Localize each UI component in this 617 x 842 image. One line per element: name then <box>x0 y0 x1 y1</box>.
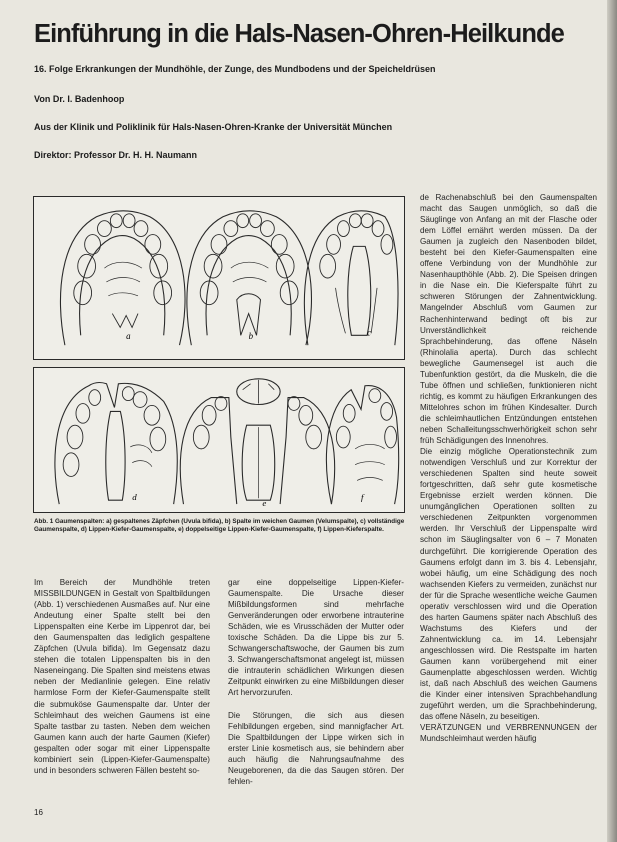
paragraph: Die Störungen, die sich aus diesen Fehlbildungen ergeben, sind mannigfacher Art. Die Spaltbildungen der Lippe wirken sich in erster Linie kosmetisch aus, sie behindern aber auch häufig die Nahrungsaufnahme des Neugeborenen, da die das Saugen stören. Der fehlen- <box>228 710 404 786</box>
clinic-line: Aus der Klinik und Poliklinik für Hals-Nasen-Ohren-Kranke der Universität München <box>34 122 393 132</box>
series-subtitle: 16. Folge Erkrankungen der Mundhöhle, der Zunge, des Mundbodens und der Speicheldrüsen <box>34 64 436 74</box>
palate-illustrations-def <box>34 368 404 512</box>
paragraph: Im Bereich der Mundhöhle treten MISSBILDUNGEN in Gestalt von Spaltbildungen (Abb. 1) verschiedenen Ausmaßes auf. Nur eine Andeutung einer Spalte stellt bei den Lippenspalten eine Kerbe im Lippenrot dar, bei den Gaumenspalten das lediglich gespaltene Zäpfchen (Uvula bifida). Im Gegensatz dazu stehen die totalen Lippenspalten bis in den Naseneingang. Die Spalten sind meistens etwas neben der Medianlinie gelegen. Eine relativ harmlose Form der Kiefer-Gaumenspalte stellt die submuköse Gaumenspalte dar. Unter der Schleimhaut des weichen Gaumens ist eine Spalte tastbar zu tasten. Neben dem weichen Gaumen kann auch der harte Gaumen (Kiefer) gespalten oder sogar mit einer Lippenspalte kombiniert sein (Lippen-Kiefer-Gaumenspalte) und in besonders schweren Fällen besteht so- <box>34 578 210 775</box>
page-title: Einführung in die Hals-Nasen-Ohren-Heilkunde <box>34 20 564 48</box>
paragraph: Die einzig mögliche Operationstechnik zum notwendigen Verschluß und zur Korrektur der verschiedenen Spalten sind heute soweit fortgeschritten, daß sehr gute kosmetische Ergebnisse erzielt werden können. Die unumgänglichen Operationen sollten zu verschiedenen Zeitpunkten vorgenommen werden. Ihr Verschluß der Lippenspalte wird schon im Säuglingsalter von 6 – 7 Monaten durchgeführt. Die korrigierende Operation des Gaumens erfolgt dann im 3. bis 4. Lebensjahr, wobei häufig, um eine Schädigung des noch wachsenden Kiefers zu vermeiden, zunächst nur der für die Sprache wesentliche weiche Gaumen operativ verschlossen wird und die Operation des harten Gaumens später nach Abschluß des Wachstums des Kiefers und der Zahnentwicklung ca. im 14. Lebensjahr angeschlossen wird. Die Restspalte im harten Gaumen kann vorübergehend mit einer Gaumenplatte abgeschlossen werden. Wichtig ist, daß nach Abschluß des weichen Gaumens die Kinder einer intensiven Sprachbehandlung zugeführt werden, um die Sprachbehinderung, das offene Näseln, zu beseitigen. <box>420 447 597 722</box>
panel-label-a: a <box>126 331 131 342</box>
paragraph: de Rachenabschluß bei den Gaumenspalten macht das Saugen unmöglich, so daß die Säuglinge von Anfang an mit der Flasche oder dem Löffel ernährt werden müssen. Da der Gaumen ja zugleich den Nasenboden bildet, besteht bei den Kiefer-Gaumenspalten eine offene Verbindung von der Mundhöhle zur Nasenhaupthöhle (Abb. 2). Die Speisen dringen in die Nase ein. Die Kieferspalte führt zu schweren Störungen der Zahnentwicklung. Mangelnder Abschluß vom Gaumen zur Rachenhinterwand bedingt oft bis zur Unverständlichkeit reichende Sprachbehinderung, das offene Näseln (Rhinolalia aperta). Durch das schlecht bewegliche Gaumensegel ist auch die Tubenfunktion gestört, da die Muskeln, die die Tube öffnen und schließen, funktionieren nicht richtig, es kommt zu häufigen Erkrankungen des Mittelohres schon im frühen Kindesalter. Durch die schleimhautlichen Entzündungen entstehen neben Schalleitungsschwerhörigkeit schon sehr früh Schädigungen des Innenohres. <box>420 193 597 446</box>
palate-drawing-e <box>180 379 334 504</box>
figure-panel-top <box>33 196 405 360</box>
paragraph: gar eine doppelseitige Lippen-Kiefer-Gaumenspalte. Die Ursache dieser Mißbildungsformen sind mehrfache Genveränderungen oder erworbene intrauterine Schäden, wie es Virusschäden der Mutter oder toxische Schäden. Da die Lippe bis zur 5. Schwangerschaftswoche, der Gaumen bis zum 3. Schwangerschaftsmonat angelegt ist, müssen die intrauterin schädlichen Wirkungen diesen Zeitpunkt einwirken zu eine Mißbildungen dieser Art hervorzurufen. <box>228 578 404 698</box>
palate-drawing-f <box>326 386 398 505</box>
panel-label-e: e <box>262 498 267 509</box>
figure-panel-bottom <box>33 367 405 513</box>
page-binding-shadow <box>607 0 617 842</box>
palate-drawing-a <box>60 211 185 345</box>
panel-label-f: f <box>361 492 364 503</box>
palate-drawing-b <box>187 211 312 345</box>
paragraph: VERÄTZUNGEN und VERBRENNUNGEN der Mundschleimhaut werden häufig <box>420 723 597 744</box>
panel-label-b: b <box>248 331 254 342</box>
figure-caption: Abb. 1 Gaumenspalten: a) gespaltenes Zäpfchen (Uvula bifida), b) Spalte im weichen Gaumen (Velumspalte), c) vollständige Gaumenspalte, d) Lippen-Kiefer-Gaumenspalte, e) doppelseitige Lippen-Kiefer-Gaumenspalte, f) Lippen-Kieferspalte. <box>34 518 405 533</box>
director-line: Direktor: Professor Dr. H. H. Naumann <box>34 150 198 160</box>
text-column-left <box>34 577 210 776</box>
panel-label-d: d <box>132 492 137 503</box>
text-column-middle <box>228 577 404 787</box>
author-line: Von Dr. I. Badenhoop <box>34 94 125 104</box>
palate-illustrations-abc <box>34 197 404 359</box>
page-number: 16 <box>34 808 43 817</box>
panel-label-c: c <box>367 327 372 338</box>
text-column-right <box>420 192 597 744</box>
palate-drawing-d <box>55 382 177 504</box>
palate-drawing-c <box>304 211 398 345</box>
